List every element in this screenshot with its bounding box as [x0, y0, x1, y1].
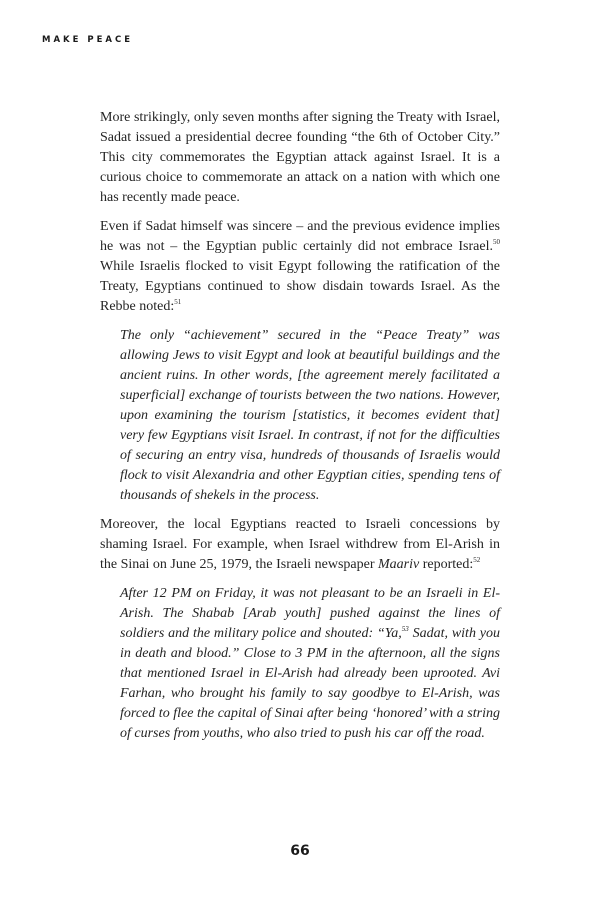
footnote-ref-53[interactable]: 53 [401, 625, 409, 633]
block-quote-2-text-b: Sadat, with you in death and blood.” Close to 3 PM in the afternoon, all the signs that mentioned Israel in El-Arish had already been uprooted. Avi Farhan, who brought his family to say goodbye to El-Arish, was forced to flee the capital of Sinai after being ‘honored’ with a string of curses from youths, who also tried to push his car off the road. [120, 626, 500, 741]
paragraph-2-text-a: Even if Sadat himself was sincere – and the previous evidence implies he was not – the Egyptian public certainly did not embrace Israel. [100, 219, 500, 254]
paragraph-3-text-a: Moreover, the local Egyptians reacted to Israeli concessions by shaming Israel. For example, when Israel withdrew from El-Arish in the Sinai on June 25, 1979, the Israeli newspaper [100, 517, 500, 572]
paragraph-3-text-b: reported: [419, 557, 474, 572]
page-content [100, 108, 500, 753]
block-quote-1: The only “achievement” secured in the “Peace Treaty” was allowing Jews to visit Egypt and look at beautiful buildings and the ancient ruins. In other words, [the agreement merely facilitated a superficial] exchange of tourists between the two nations. However, upon examining the tourism [statistics, it becomes evident that] very few Egyptians visit Israel. In contrast, if not for the difficulties of securing an entry visa, hundreds of thousands of Israelis would flock to visit Alexandria and other Egyptian cities, spending tens of thousands of shekels in the process. [120, 328, 500, 503]
paragraph-2-text-b: While Israelis flocked to visit Egypt following the ratification of the Treaty, Egyptians continued to show disdain towards Israel. As the Rebbe noted: [100, 259, 500, 314]
footnote-ref-51[interactable]: 51 [174, 298, 182, 306]
paragraph-3 [100, 515, 500, 575]
footnote-ref-52[interactable]: 52 [473, 556, 481, 564]
paragraph-1: More strikingly, only seven months after signing the Treaty with Israel, Sadat issued a presidential decree founding “the 6th of October City.” This city commemorates the Egyptian attack against Israel. It is a curious choice to commemorate an attack on a nation with which one has recently made peace. [100, 110, 500, 205]
block-quote-2-text-a: After 12 PM on Friday, it was not pleasant to be an Israeli in El-Arish. The Shabab [Arab youth] pushed against the lines of soldiers and the military police and shouted: “Ya, [120, 586, 500, 641]
footnote-ref-50[interactable]: 50 [493, 238, 500, 246]
newspaper-title: Maariv [378, 557, 420, 572]
running-header: MAKE PEACE [42, 35, 134, 45]
block-quote-2 [120, 584, 500, 744]
paragraph-2 [100, 217, 500, 317]
page-number: 66 [290, 843, 310, 859]
